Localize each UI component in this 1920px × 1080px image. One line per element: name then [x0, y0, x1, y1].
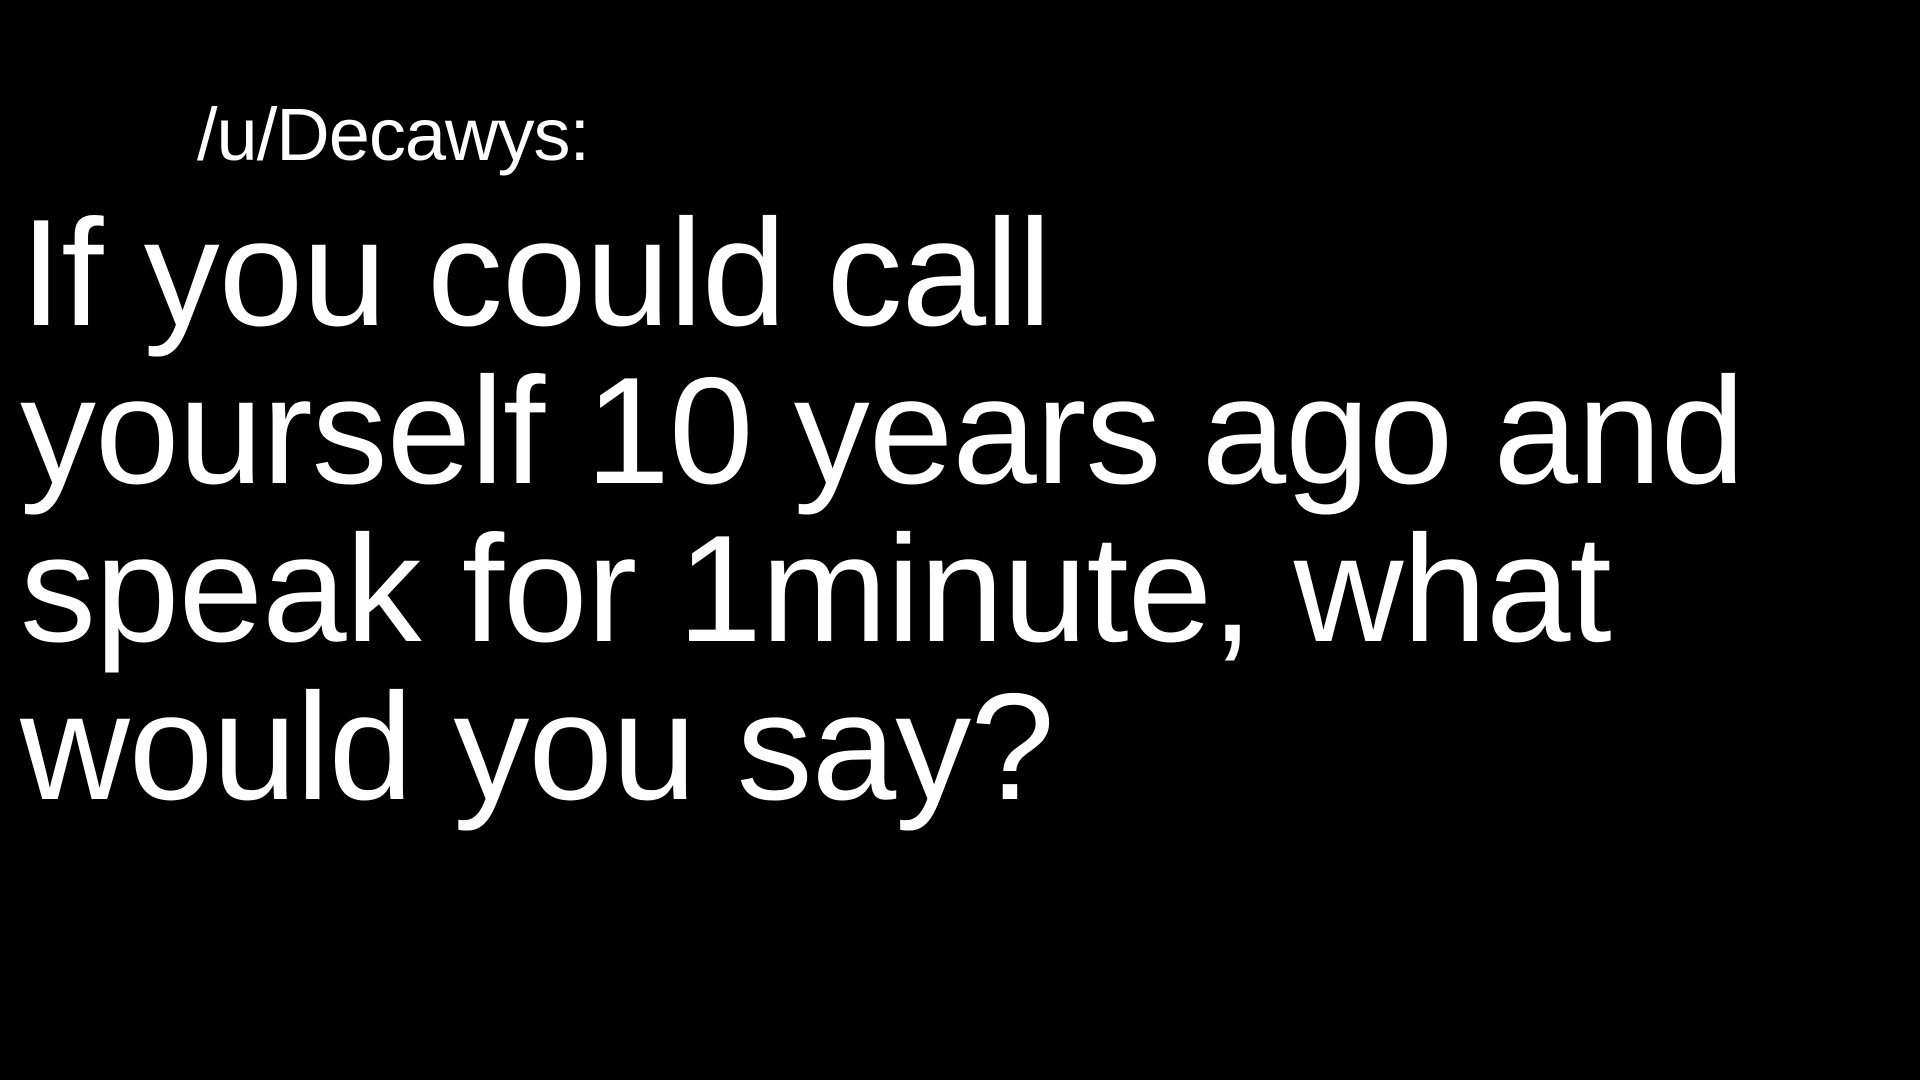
post-author: /u/Decawys: [197, 93, 590, 176]
post-question: If you could call yourself 10 years ago and speak for 1minute, what would you say? [20, 188, 1745, 832]
